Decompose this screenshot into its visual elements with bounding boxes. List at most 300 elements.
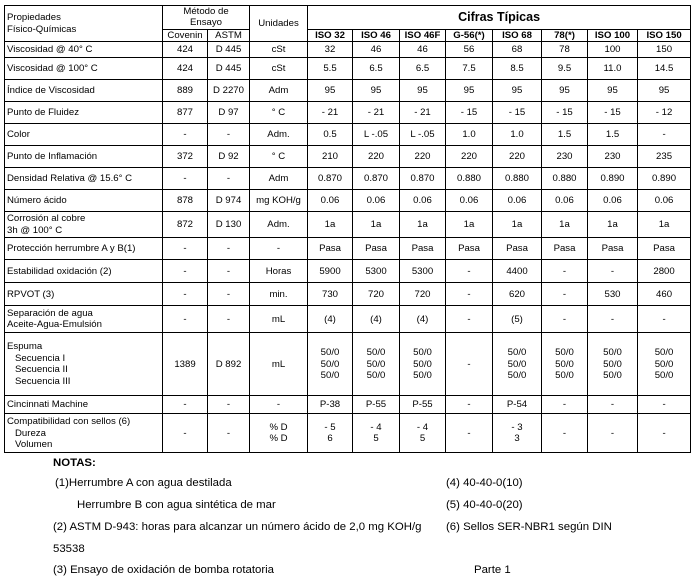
value-line: 50/0 [654,347,674,359]
property-name: Viscosidad @ 40° C [7,44,93,56]
value-line: 5900 [319,265,341,277]
value-line: 5.5 [323,63,337,75]
value-line: 50/0 [366,347,386,359]
value-line: P-55 [412,399,433,411]
value-cell [588,80,638,102]
property-cell [5,238,163,260]
property-cell [5,212,163,238]
value-line: 5300 [365,265,387,277]
header-grade: ISO 68 [493,29,542,41]
table-row [5,58,691,80]
value-line: 0.880 [456,173,481,185]
value-cell [308,306,353,333]
value-cell [308,414,353,453]
value-cell [638,80,691,102]
value-line: 50/0 [320,358,340,370]
table-row [5,238,691,260]
property-sub: Secuencia II [15,364,68,376]
property-name: Índice de Viscosidad [7,85,95,97]
value-cell [308,212,353,238]
value-cell [542,414,588,453]
value-line: Pasa [319,243,341,255]
value-cell [446,42,493,58]
unit-cell [250,102,308,124]
value-line: 1.0 [510,129,524,141]
value-cell [542,238,588,260]
covenin-cell: 878 [163,190,208,212]
value-line: - [467,265,471,277]
value-cell [308,238,353,260]
value-line: 50/0 [366,369,386,381]
value-line: - 21 [321,107,339,119]
value-cell [542,124,588,146]
unit-cell [250,58,308,80]
value-cell [353,124,400,146]
property-cell [5,396,163,414]
value-cell [493,396,542,414]
covenin-cell: - [163,306,208,333]
astm-cell: D 445 [208,42,250,58]
value-cell [638,283,691,306]
value-line: 220 [367,151,384,163]
value-cell [308,80,353,102]
unit-cell [250,190,308,212]
unit-cell [250,396,308,414]
property-cell [5,333,163,396]
table-row [5,414,691,453]
unit-cell [250,260,308,283]
property-sub: Secuencia I [15,352,66,364]
unit-line: ° C [271,151,286,163]
value-cell [493,146,542,168]
notes-section [0,455,693,577]
property-name: Separación de agua [7,307,93,319]
covenin-cell: 372 [163,146,208,168]
value-line: 220 [460,151,477,163]
value-cell [493,414,542,453]
note-5: (5) 40-40-0(20) [446,499,523,511]
value-line: 50/0 [320,369,340,381]
value-line: 460 [656,288,673,300]
value-line: 50/0 [507,347,527,359]
value-cell [353,80,400,102]
astm-cell: D 97 [208,102,250,124]
unit-line: min. [269,288,288,300]
value-cell [308,102,353,124]
notes-title: NOTAS: [53,457,96,469]
value-cell [446,146,493,168]
header-grade: ISO 150 [638,29,691,41]
value-line: - [467,399,471,411]
value-line: - [610,265,615,277]
value-cell [353,260,400,283]
unit-cell [250,306,308,333]
value-cell [400,146,446,168]
unit-cell [250,124,308,146]
value-line: 0.870 [317,173,342,185]
value-line: 0.06 [366,195,386,207]
value-line: - 3 [511,421,523,433]
property-name: Punto de Inflamación [7,151,98,163]
value-line: (5) [511,313,523,325]
unit-line: % D [269,433,288,445]
value-cell [353,190,400,212]
value-line: 0.890 [652,173,677,185]
header-covenin: Covenin [163,29,208,41]
header-astm: ASTM [208,29,250,41]
value-cell [493,124,542,146]
astm-cell: D 2270 [208,80,250,102]
note-1: (1)Herrumbre A con agua destilada [55,477,232,489]
value-line: 0.06 [603,195,622,207]
value-cell [542,146,588,168]
value-cell [446,414,493,453]
value-cell [446,396,493,414]
header-grade: G-56(*) [446,29,493,41]
unit-cell [250,168,308,190]
value-line: 3 [514,433,520,445]
property-name: Espuma [7,341,43,353]
unit-cell [250,42,308,58]
value-line: 50/0 [366,358,386,370]
value-line: - [562,265,567,277]
value-line: - [467,358,471,370]
value-line: Pasa [411,243,434,255]
value-cell [400,212,446,238]
unit-line: - [276,399,281,411]
unit-line: Horas [265,265,292,277]
value-line: - [662,313,666,325]
covenin-cell: - [163,124,208,146]
value-line: 1.0 [462,129,476,141]
value-cell [400,58,446,80]
value-line: 5 [419,433,426,445]
value-cell [493,238,542,260]
value-line: (4) [416,313,429,325]
unit-line: cSt [271,63,286,75]
value-cell [588,414,638,453]
covenin-cell: 424 [163,42,208,58]
value-line: 50/0 [654,358,674,370]
value-cell [308,168,353,190]
value-line: - [662,129,666,141]
value-line: - 15 [508,107,526,119]
astm-cell: - [208,168,250,190]
header-grade: ISO 46F [400,29,446,41]
header-row-1 [5,6,691,30]
table-row [5,102,691,124]
value-cell [588,146,638,168]
value-cell [400,124,446,146]
value-line: 50/0 [320,347,340,359]
covenin-cell: - [163,168,208,190]
value-line: 4400 [506,265,528,277]
value-cell [446,80,493,102]
value-cell [493,42,542,58]
value-line: 0.06 [507,195,527,207]
property-sub: Secuencia III [15,375,71,387]
unit-cell [250,146,308,168]
value-cell [638,212,691,238]
note-1b: Herrumbre B con agua sintética de mar [77,499,276,511]
value-cell [638,414,691,453]
property-name: Número ácido [7,195,67,207]
astm-cell: - [208,396,250,414]
property-name: 3h @ 100° C [7,224,63,236]
value-cell [588,212,638,238]
value-cell [353,212,400,238]
property-cell [5,42,163,58]
value-cell [588,283,638,306]
value-cell [588,396,638,414]
property-name: Cincinnati Machine [7,399,89,411]
header-grade: ISO 100 [588,29,638,41]
value-cell [588,238,638,260]
value-line: 50/0 [603,369,622,381]
value-line: 50/0 [413,358,432,370]
value-line: 50/0 [413,369,432,381]
value-line: 0.06 [413,195,432,207]
unit-line: Adm [268,85,289,97]
property-name: Estabilidad oxidación (2) [7,265,112,277]
astm-cell: - [208,283,250,306]
value-line: - [562,427,567,439]
value-cell [542,333,588,396]
table-row [5,260,691,283]
value-line: - [562,399,567,411]
value-cell [638,58,691,80]
value-line: 32 [324,44,336,56]
value-line: - 21 [367,107,385,119]
value-cell [446,212,493,238]
value-cell [638,42,691,58]
covenin-cell: - [163,396,208,414]
value-line: - [610,313,615,325]
unit-line: cSt [271,44,286,56]
value-line: 220 [414,151,431,163]
value-cell [353,333,400,396]
value-line: 220 [508,151,525,163]
value-line: 95 [417,85,428,97]
value-line: 1a [370,219,382,231]
value-cell [588,168,638,190]
header-grade: ISO 46 [353,29,400,41]
value-line: - 15 [556,107,573,119]
value-line: 0.870 [363,173,388,185]
unit-cell [250,80,308,102]
astm-cell: D 92 [208,146,250,168]
covenin-cell: 1389 [163,333,208,396]
value-cell [308,333,353,396]
property-name: Color [7,129,30,141]
value-line: - 15 [604,107,621,119]
value-line: 6.5 [369,63,383,75]
value-cell [353,102,400,124]
value-line: 1a [658,219,670,231]
value-cell [638,396,691,414]
covenin-cell: - [163,238,208,260]
value-cell [400,333,446,396]
header-cifras-tipicas: Cifras Típicas [308,6,691,30]
value-cell [493,283,542,306]
value-cell [588,190,638,212]
value-line: 95 [463,85,475,97]
table-row [5,42,691,58]
value-line: - [610,399,615,411]
value-line: 1a [324,219,336,231]
unit-line: mg KOH/g [256,195,301,207]
unit-line: ° C [271,107,286,119]
value-line: 50/0 [413,347,432,359]
property-cell [5,58,163,80]
property-name: Compatibilidad con sellos (6) [7,416,131,428]
value-cell [588,102,638,124]
value-line: 720 [367,288,384,300]
table-row [5,306,691,333]
unit-cell [250,414,308,453]
value-line: - [562,313,567,325]
unit-line: Adm. [267,129,290,141]
value-line: P-38 [319,399,341,411]
value-cell [353,283,400,306]
value-line: 2800 [653,265,675,277]
value-line: 95 [324,85,336,97]
value-line: 46 [370,44,382,56]
value-cell [400,102,446,124]
value-line: 9.5 [557,63,572,75]
value-line: 95 [658,85,670,97]
value-line: - [662,427,666,439]
value-line: 0.06 [555,195,574,207]
covenin-cell: - [163,414,208,453]
astm-cell: D 130 [208,212,250,238]
value-line: 0.06 [459,195,479,207]
value-line: 1a [417,219,428,231]
value-cell [638,146,691,168]
property-cell [5,168,163,190]
value-cell [638,102,691,124]
value-line: 50/0 [555,347,574,359]
value-line: 6 [327,433,333,445]
value-cell [400,306,446,333]
value-cell [638,333,691,396]
note-2b: 53538 [53,543,85,555]
astm-cell: - [208,414,250,453]
value-line: 0.890 [600,173,625,185]
astm-cell: - [208,238,250,260]
value-line: 0.5 [323,129,337,141]
value-line: 95 [607,85,618,97]
value-cell [542,306,588,333]
value-cell [400,80,446,102]
value-line: 530 [604,288,621,300]
value-cell [446,306,493,333]
header-grade: 78(*) [542,29,588,41]
value-cell [446,333,493,396]
value-cell [638,306,691,333]
unit-line: Adm [268,173,289,185]
note-2: (2) ASTM D-943: horas para alcanzar un número ácido de 2,0 mg KOH/g [53,521,422,533]
unit-line: mL [271,358,286,370]
header-propiedades: Propiedades Físico-Químicas [5,6,163,42]
table-row [5,396,691,414]
property-sub: Dureza [15,427,46,439]
covenin-cell: - [163,260,208,283]
page-part: Parte 1 [474,564,511,576]
note-6: (6) Sellos SER-NBR1 según DIN [446,521,612,533]
astm-cell: D 445 [208,58,250,80]
unit-cell [250,212,308,238]
value-cell [400,396,446,414]
value-cell [446,238,493,260]
value-cell [353,396,400,414]
value-line: - [610,427,615,439]
value-cell [353,306,400,333]
value-line: 230 [556,151,573,163]
value-line: 150 [656,44,673,56]
value-line: - 15 [460,107,478,119]
value-cell [493,333,542,396]
value-line: Pasa [653,243,675,255]
value-cell [400,414,446,453]
value-line: - [562,288,567,300]
value-cell [542,80,588,102]
unit-cell [250,238,308,260]
value-cell [308,42,353,58]
value-cell [542,212,588,238]
value-cell [446,260,493,283]
value-line: 1a [511,219,523,231]
value-cell [493,168,542,190]
value-cell [638,238,691,260]
property-cell [5,190,163,212]
covenin-cell: 872 [163,212,208,238]
header-grade: ISO 32 [308,29,353,41]
spec-table [4,5,691,453]
value-line: 50/0 [654,369,674,381]
value-line: (4) [370,313,382,325]
value-cell [308,190,353,212]
value-line: Pasa [458,243,480,255]
value-cell [542,168,588,190]
value-cell [400,190,446,212]
value-cell [588,124,638,146]
table-row [5,124,691,146]
value-cell [588,58,638,80]
value-line: 720 [414,288,431,300]
value-cell [446,283,493,306]
header-unidades: Unidades [250,6,308,42]
unit-line: Adm. [267,219,290,231]
value-cell [588,306,638,333]
property-name: Punto de Fluidez [7,107,79,119]
table-row [5,333,691,396]
value-line: - [662,399,666,411]
value-cell [308,396,353,414]
value-cell [400,168,446,190]
covenin-cell: - [163,283,208,306]
value-line: - 12 [655,107,673,119]
unit-cell [250,333,308,396]
property-cell [5,80,163,102]
value-line: - 21 [414,107,431,119]
astm-cell: - [208,306,250,333]
value-line: - [467,288,471,300]
value-line: 5 [373,433,379,445]
value-cell [588,333,638,396]
value-cell [400,238,446,260]
value-line: Pasa [365,243,387,255]
